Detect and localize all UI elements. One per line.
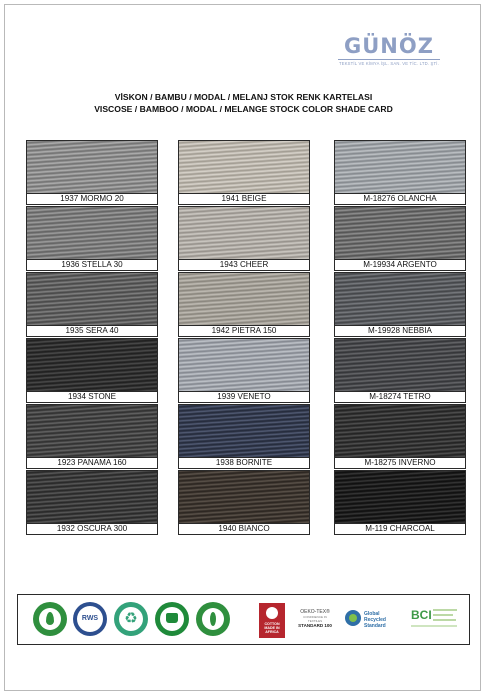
yarn-swatch bbox=[27, 273, 157, 326]
yarn-swatch bbox=[27, 405, 157, 458]
swatch-card bbox=[334, 272, 466, 337]
logo-wordmark: GÜNÖZ bbox=[344, 34, 434, 58]
recycle-symbol: ♻ bbox=[124, 610, 138, 627]
title-turkish: VİSKON / BAMBU / MODAL / MELANJ STOK RENK KARTELASI bbox=[114, 92, 373, 102]
global-recycled-standard-badge-icon bbox=[345, 606, 401, 632]
yarn-swatch bbox=[179, 405, 309, 458]
swatch-label: 1942 PIETRA 150 bbox=[211, 326, 277, 335]
swatch-label: 1943 CHEER bbox=[219, 260, 269, 269]
oeko-tex-label: OEKO-TEX® bbox=[300, 609, 330, 615]
swatch-card bbox=[26, 140, 158, 205]
swatch-card bbox=[178, 404, 310, 469]
swatch-card bbox=[178, 272, 310, 337]
swatch-label: 1938 BORNITE bbox=[215, 458, 273, 467]
yarn-swatch bbox=[179, 339, 309, 392]
swatch-label: M-119 CHARCOAL bbox=[365, 524, 435, 533]
cotton-made-in-africa-badge-icon bbox=[259, 603, 285, 638]
logo-subtitle: TEKSTİL VE KİMYA İŞL. SAN. VE TİC. LTD. ŞTİ. bbox=[338, 61, 440, 66]
grs-label: Global Recycled Standard bbox=[364, 611, 386, 629]
swatch-card bbox=[334, 404, 466, 469]
swatch-label: 1932 OSCURA 300 bbox=[56, 524, 128, 533]
swatch-card bbox=[334, 338, 466, 403]
swatch-card bbox=[26, 338, 158, 403]
swatch-card bbox=[334, 206, 466, 271]
cmia-label: COTTON MADE IN AFRICA bbox=[264, 622, 280, 634]
swatch-label: M-19928 NEBBIA bbox=[368, 326, 432, 335]
organic-100-badge-icon bbox=[196, 602, 230, 636]
swatch-label: 1940 BIANCO bbox=[218, 524, 270, 533]
swatch-label: 1936 STELLA 30 bbox=[61, 260, 123, 269]
swatch-label: M-18274 TETRO bbox=[369, 392, 431, 401]
yarn-swatch bbox=[335, 141, 465, 194]
swatch-card bbox=[26, 206, 158, 271]
recycled-claim-badge-icon bbox=[114, 602, 148, 636]
oeko-tex-badge-icon: OEKO-TEX® CONFIDENCE IN TEXTILES STANDARD 100 bbox=[298, 609, 332, 628]
company-logo bbox=[338, 35, 440, 66]
yarn-swatch bbox=[179, 141, 309, 194]
yarn-swatch bbox=[27, 141, 157, 194]
swatch-card bbox=[334, 140, 466, 205]
swatch-label: 1937 MORMO 20 bbox=[60, 194, 124, 203]
rws-label: RWS bbox=[81, 615, 99, 622]
swatch-label: 1939 VENETO bbox=[217, 392, 271, 401]
swatch-card bbox=[334, 470, 466, 535]
swatch-label: 1923 PANAMA 160 bbox=[57, 458, 127, 467]
title-english: VISCOSE / BAMBOO / MODAL / MELANGE STOCK COLOR SHADE CARD bbox=[94, 104, 393, 114]
swatch-label: M-19934 ARGENTO bbox=[363, 260, 437, 269]
swatch-label: M-18275 INVERNO bbox=[364, 458, 436, 467]
yarn-swatch bbox=[335, 471, 465, 524]
yarn-swatch bbox=[179, 207, 309, 260]
oeko-tex-standard: STANDARD 100 bbox=[298, 623, 332, 628]
organic-blended-badge-icon bbox=[33, 602, 67, 636]
yarn-swatch bbox=[27, 339, 157, 392]
yarn-swatch bbox=[27, 471, 157, 524]
bci-label: BCI bbox=[411, 608, 432, 622]
swatch-card bbox=[178, 470, 310, 535]
yarn-swatch bbox=[335, 207, 465, 260]
swatch-card bbox=[178, 338, 310, 403]
swatch-label: 1935 SERA 40 bbox=[65, 326, 119, 335]
yarn-swatch bbox=[27, 207, 157, 260]
swatch-label: 1934 STONE bbox=[68, 392, 116, 401]
rws-badge-icon bbox=[73, 602, 107, 636]
bci-badge-icon bbox=[411, 605, 459, 633]
yarn-swatch bbox=[179, 471, 309, 524]
swatch-card bbox=[26, 272, 158, 337]
certification-strip bbox=[17, 594, 470, 645]
yarn-swatch bbox=[335, 405, 465, 458]
yarn-swatch bbox=[335, 273, 465, 326]
yarn-swatch bbox=[179, 273, 309, 326]
swatch-card bbox=[178, 140, 310, 205]
yarn-swatch bbox=[335, 339, 465, 392]
swatch-card bbox=[26, 470, 158, 535]
swatch-card bbox=[26, 404, 158, 469]
swatch-card bbox=[178, 206, 310, 271]
swatch-label: M-18276 OLANCHA bbox=[363, 194, 437, 203]
gots-badge-icon bbox=[155, 602, 189, 636]
swatch-label: 1941 BEIGE bbox=[221, 194, 267, 203]
